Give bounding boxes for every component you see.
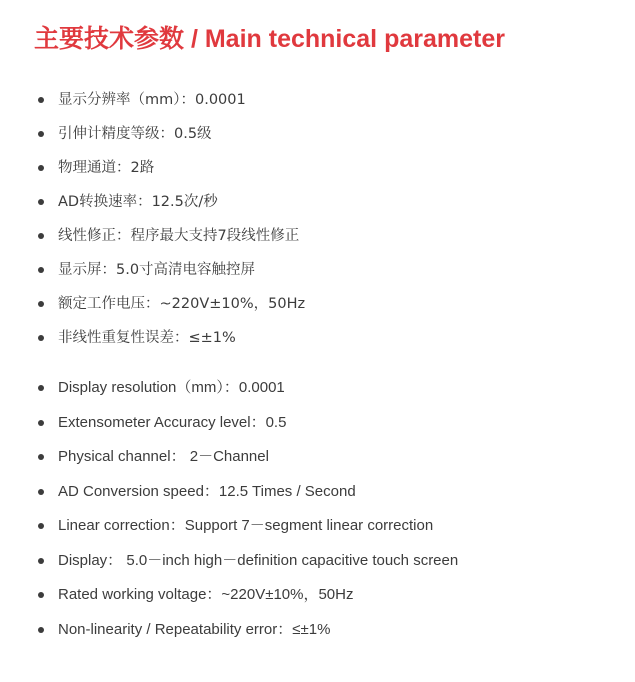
bullet-icon	[38, 301, 44, 307]
spec-text: AD转换速率：12.5次/秒	[58, 194, 218, 210]
list-item	[30, 447, 605, 467]
list-item	[30, 192, 605, 212]
list-item	[30, 260, 605, 280]
page-title	[34, 22, 605, 56]
list-item	[30, 516, 605, 536]
spec-text: Rated working voltage：~220V±10%，50Hz	[58, 586, 354, 603]
bullet-icon	[38, 131, 44, 137]
spec-text: 显示分辨率（mm）：0.0001	[58, 92, 246, 108]
spec-list-english	[30, 378, 605, 640]
list-item	[30, 482, 605, 502]
list-item	[30, 294, 605, 314]
list-item	[30, 620, 605, 640]
list-item	[30, 378, 605, 398]
page-title-en: Main technical parameter	[204, 25, 505, 53]
bullet-icon	[38, 97, 44, 103]
spec-text: 非线性重复性误差：≤±1%	[58, 330, 236, 346]
page-title-separator: /	[184, 25, 205, 53]
spec-text: Display： 5.0－inch high－definition capacitive touch screen	[58, 551, 459, 569]
spec-text: Linear correction：Support 7－segment linear correction	[58, 517, 434, 534]
list-item	[30, 226, 605, 246]
page-title-cn: 主要技术参数	[34, 24, 185, 53]
bullet-icon	[38, 267, 44, 273]
spec-list-chinese	[30, 90, 605, 348]
bullet-icon	[38, 199, 44, 205]
list-item	[30, 585, 605, 605]
bullet-icon	[38, 233, 44, 239]
spec-text: 物理通道：2路	[58, 160, 155, 176]
spec-text: Extensometer Accuracy level：0.5	[58, 413, 287, 431]
list-item	[30, 413, 605, 433]
spec-text: 线性修正：程序最大支持7段线性修正	[58, 228, 300, 244]
list-item	[30, 158, 605, 178]
list-item	[30, 90, 605, 110]
bullet-icon	[38, 592, 44, 598]
spec-text: Display resolution（mm）：0.0001	[58, 379, 285, 396]
spec-text: 引伸计精度等级：0.5级	[58, 126, 212, 142]
list-item	[30, 328, 605, 348]
bullet-icon	[38, 523, 44, 529]
bullet-icon	[38, 454, 44, 460]
list-item	[30, 551, 605, 571]
list-item	[30, 124, 605, 144]
spec-text: 显示屏：5.0寸高清电容触控屏	[58, 262, 256, 278]
bullet-icon	[38, 489, 44, 495]
bullet-icon	[38, 627, 44, 633]
bullet-icon	[38, 335, 44, 341]
bullet-icon	[38, 420, 44, 426]
spec-text: 额定工作电压：~220V±10%，50Hz	[58, 296, 306, 312]
spec-text: Non-linearity / Repeatability error：≤±1%	[58, 620, 331, 638]
spec-text: AD Conversion speed：12.5 Times / Second	[58, 482, 356, 500]
bullet-icon	[38, 165, 44, 171]
spec-text: Physical channel： 2－Channel	[58, 448, 269, 465]
bullet-icon	[38, 385, 44, 391]
bullet-icon	[38, 558, 44, 564]
